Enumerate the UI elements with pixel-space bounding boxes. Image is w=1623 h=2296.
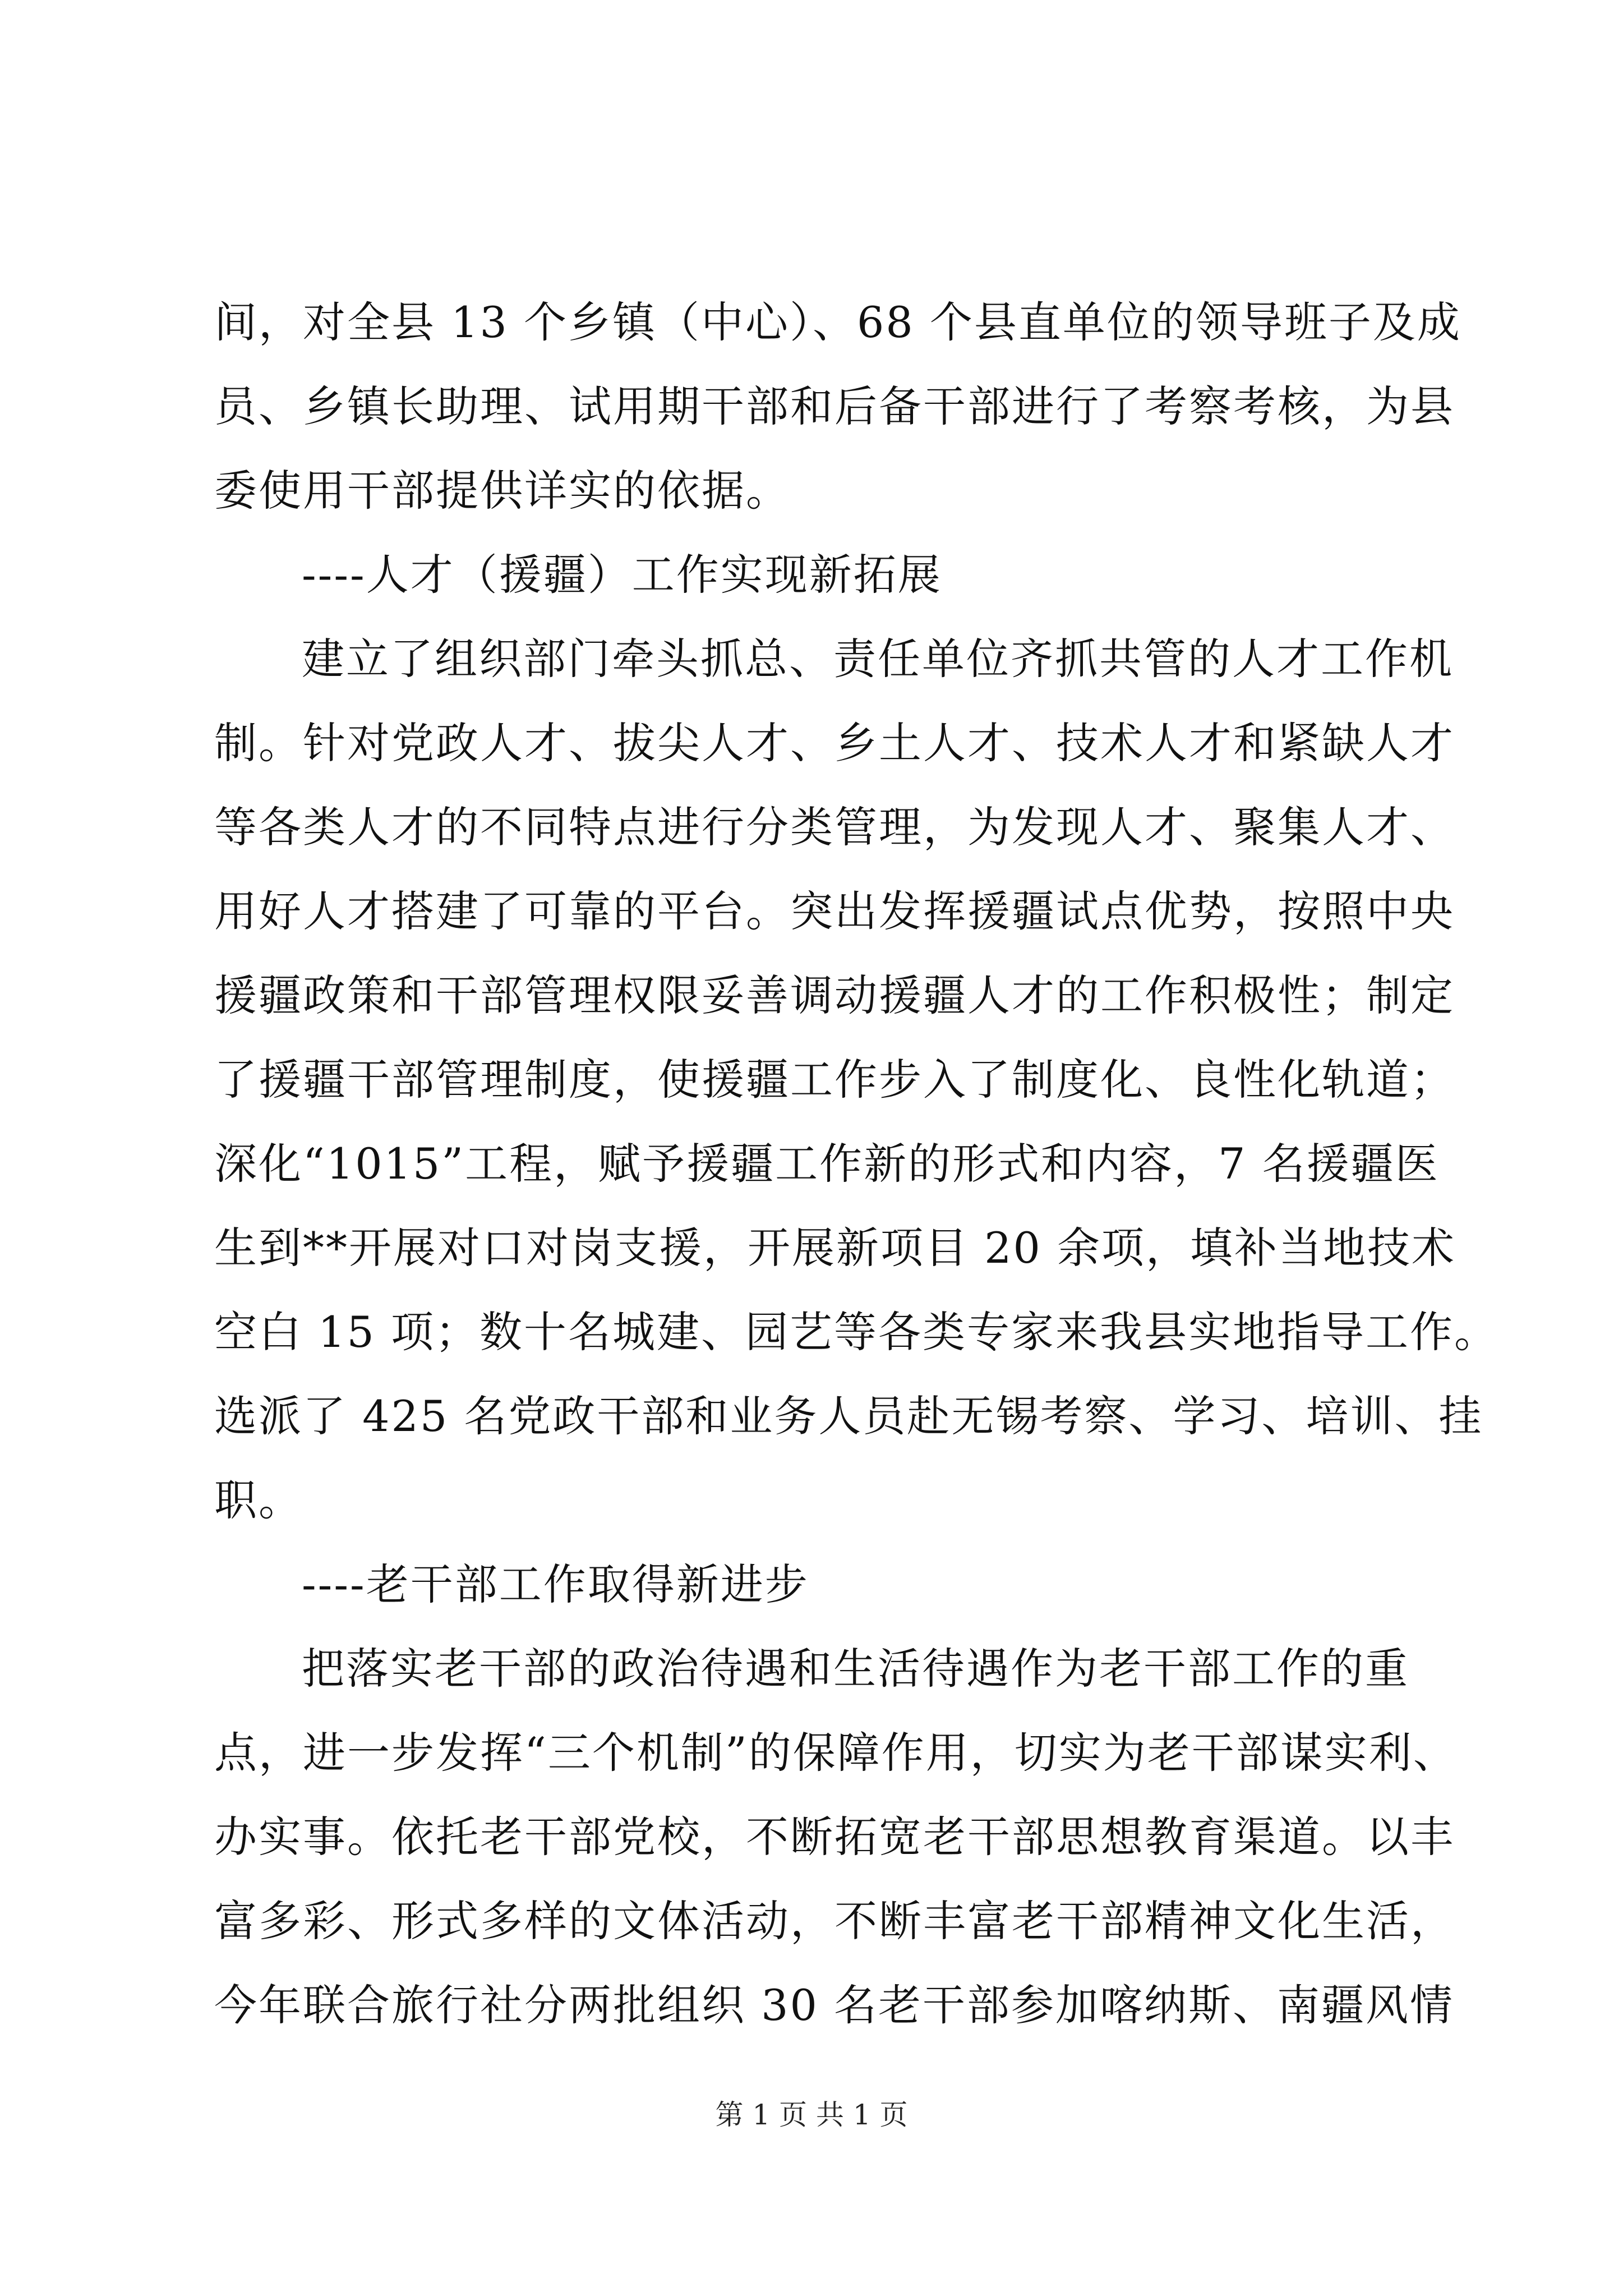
section-heading-talent: ----人才（援疆）工作实现新拓展 (302, 550, 942, 600)
text-line: 用好人才搭建了可靠的平台。突出发挥援疆试点优势，按照中央 (214, 886, 1455, 936)
text-line: 深化“1015”工程，赋予援疆工作新的形式和内容，7 名援疆医 (214, 1139, 1440, 1189)
text-line: 富多彩、形式多样的文体活动，不断丰富老干部精神文化生活， (214, 1896, 1455, 1946)
text-line: 把落实老干部的政治待遇和生活待遇作为老干部工作的重 (302, 1644, 1409, 1694)
text-line: 今年联合旅行社分两批组织 30 名老干部参加喀纳斯、南疆风情 (214, 1980, 1455, 2030)
text-line: 制。针对党政人才、拔尖人才、乡土人才、技术人才和紧缺人才 (214, 718, 1455, 768)
text-line: 委使用干部提供详实的依据。 (214, 466, 790, 516)
text-line: 点，进一步发挥“三个机制”的保障作用，切实为老干部谋实利、 (214, 1728, 1458, 1778)
text-line: 职。 (214, 1475, 303, 1525)
text-line: 空白 15 项；数十名城建、园艺等各类专家来我县实地指导工作。 (214, 1307, 1499, 1357)
text-line: 等各类人才的不同特点进行分类管理，为发现人才、聚集人才、 (214, 802, 1455, 852)
text-line: 办实事。依托老干部党校，不断拓宽老干部思想教育渠道。以丰 (214, 1812, 1455, 1862)
text-line: 援疆政策和干部管理权限妥善调动援疆人才的工作积极性；制定 (214, 970, 1455, 1020)
document-body (214, 280, 1499, 2047)
section-heading-veteran-cadres: ----老干部工作取得新进步 (302, 1559, 809, 1609)
text-line: 了援疆干部管理制度，使援疆工作步入了制度化、良性化轨道； (214, 1055, 1455, 1105)
page-number-footer: 第 1 页 共 1 页 (715, 2099, 908, 2131)
text-line: 建立了组织部门牵头抓总、责任单位齐抓共管的人才工作机 (302, 634, 1454, 684)
text-line: 间，对全县 13 个乡镇（中心）、68 个县直单位的领导班子及成 (214, 297, 1461, 347)
text-line: 员、乡镇长助理、试用期干部和后备干部进行了考察考核，为县 (214, 381, 1455, 431)
text-line: 生到**开展对口对岗支援，开展新项目 20 余项，填补当地技术 (214, 1223, 1456, 1273)
text-line: 选派了 425 名党政干部和业务人员赴无锡考察、学习、培训、挂 (214, 1391, 1483, 1441)
